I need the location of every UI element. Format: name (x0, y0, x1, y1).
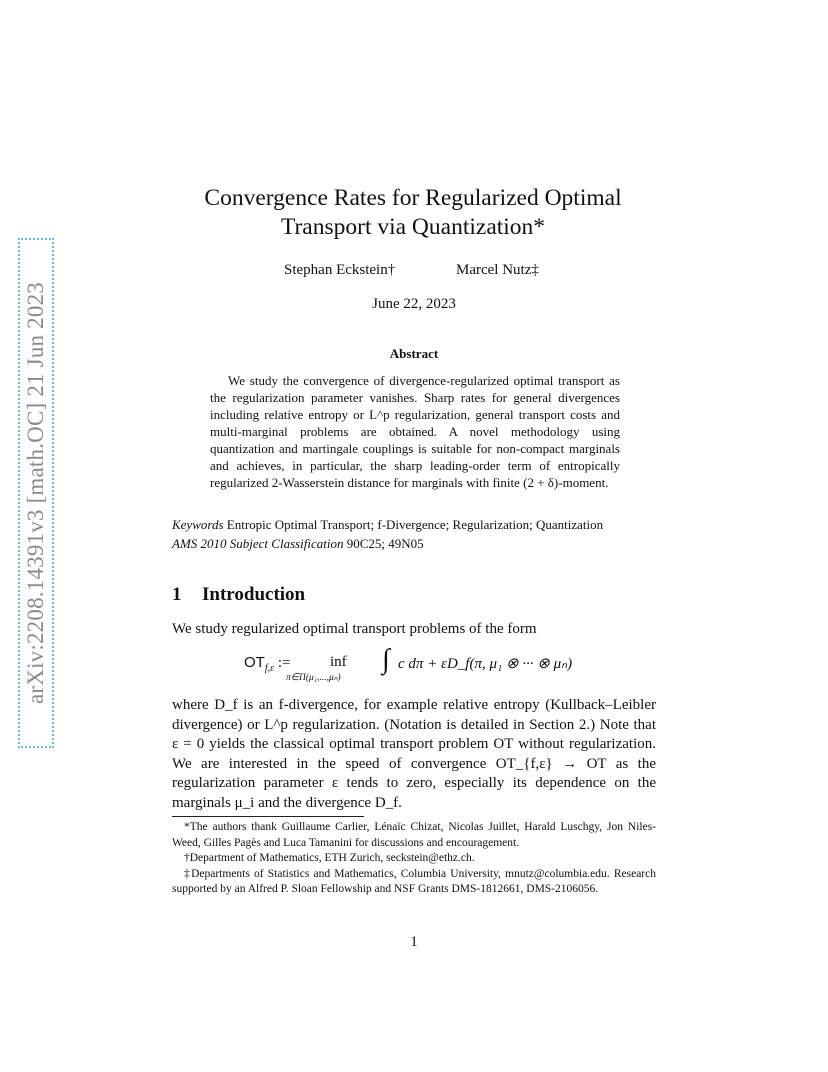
abstract-heading: Abstract (389, 346, 439, 361)
keywords-block (172, 515, 662, 553)
footnotes (172, 820, 656, 898)
section-title: Introduction (202, 584, 306, 605)
author-eckstein: Stephan Eckstein† (284, 262, 396, 278)
intro-paragraph: where D_f is an f-divergence, for example relative entropy (Kullback–Leibler divergence) or L^p regularization. (Notation is detailed in Section 2.) Note that ε = 0 yields the classical optimal transport problem OT without regularization. We are interested in the speed of convergence OT_{f,ε} → OT as the regularization parameter ε tends to zero, especially its dependence on the marginals μ_i and the divergence D_f. (172, 697, 656, 811)
equation-inf: inf (330, 654, 347, 670)
footnote-affiliation-eckstein: †Department of Mathematics, ETH Zurich, seckstein@ethz.ch. (184, 852, 475, 864)
abstract-text: We study the convergence of divergence-regularized optimal transport as the regularization parameter vanishes. Sharp rates for general divergences including relative entropy or L^p regularization, general transport costs and multi-marginal problems are obtained. A novel methodology using quantization and martingale couplings is suitable for non-compact marginals and achieves, in particular, the sharp leading-order term of entropically regularized 2-Wasserstein distance for marginals with finite (2 + δ)-moment. (210, 373, 620, 490)
ams-classification-label: AMS 2010 Subject Classification (172, 536, 344, 551)
intro-sentence: We study regularized optimal transport problems of the form (172, 621, 537, 637)
footnote-acknowledgements: *The authors thank Guillaume Carlier, Lénaïc Chizat, Nicolas Juillet, Harald Luschgy, Jon Niles-Weed, Gilles Pagès and Luca Tamanini for discussions and encouragement. (172, 821, 656, 849)
ams-classification-text: 90C25; 49N05 (346, 536, 424, 551)
paper-date: June 22, 2023 (372, 296, 456, 312)
section-heading (172, 584, 305, 606)
paper-title: Convergence Rates for Regularized Optimal Transport via Quantization* (204, 185, 622, 240)
arxiv-identifier[interactable]: arXiv:2208.14391v3 [math.OC] 21 Jun 2023 (23, 282, 48, 704)
footnote-affiliation-nutz: ‡Departments of Statistics and Mathematics, Columbia University, mnutz@columbia.edu. Research supported by an Alfred P. Sloan Fellowship and NSF Grants DMS-1812661, DMS-2106056. (172, 867, 656, 895)
page-number: 1 (410, 934, 418, 950)
keywords-label: Keywords (172, 517, 224, 532)
equation-lhs: $OT_{f,\varepsilon}$ := (244, 654, 291, 674)
display-equation (172, 644, 656, 690)
author-nutz: Marcel Nutz‡ (456, 262, 539, 278)
keywords-text: Entropic Optimal Transport; f-Divergence; Regularization; Quantization (226, 517, 604, 532)
integral-sign: ∫ (382, 644, 390, 675)
footnote-rule (172, 816, 364, 817)
section-number: 1 (172, 584, 182, 605)
equation-rhs: c dπ + εD_f(π, μ₁ ⊗ ··· ⊗ μₙ) (398, 656, 573, 672)
equation-inf-subscript: π∈Π(μ₁,...,μₙ) (286, 673, 341, 683)
